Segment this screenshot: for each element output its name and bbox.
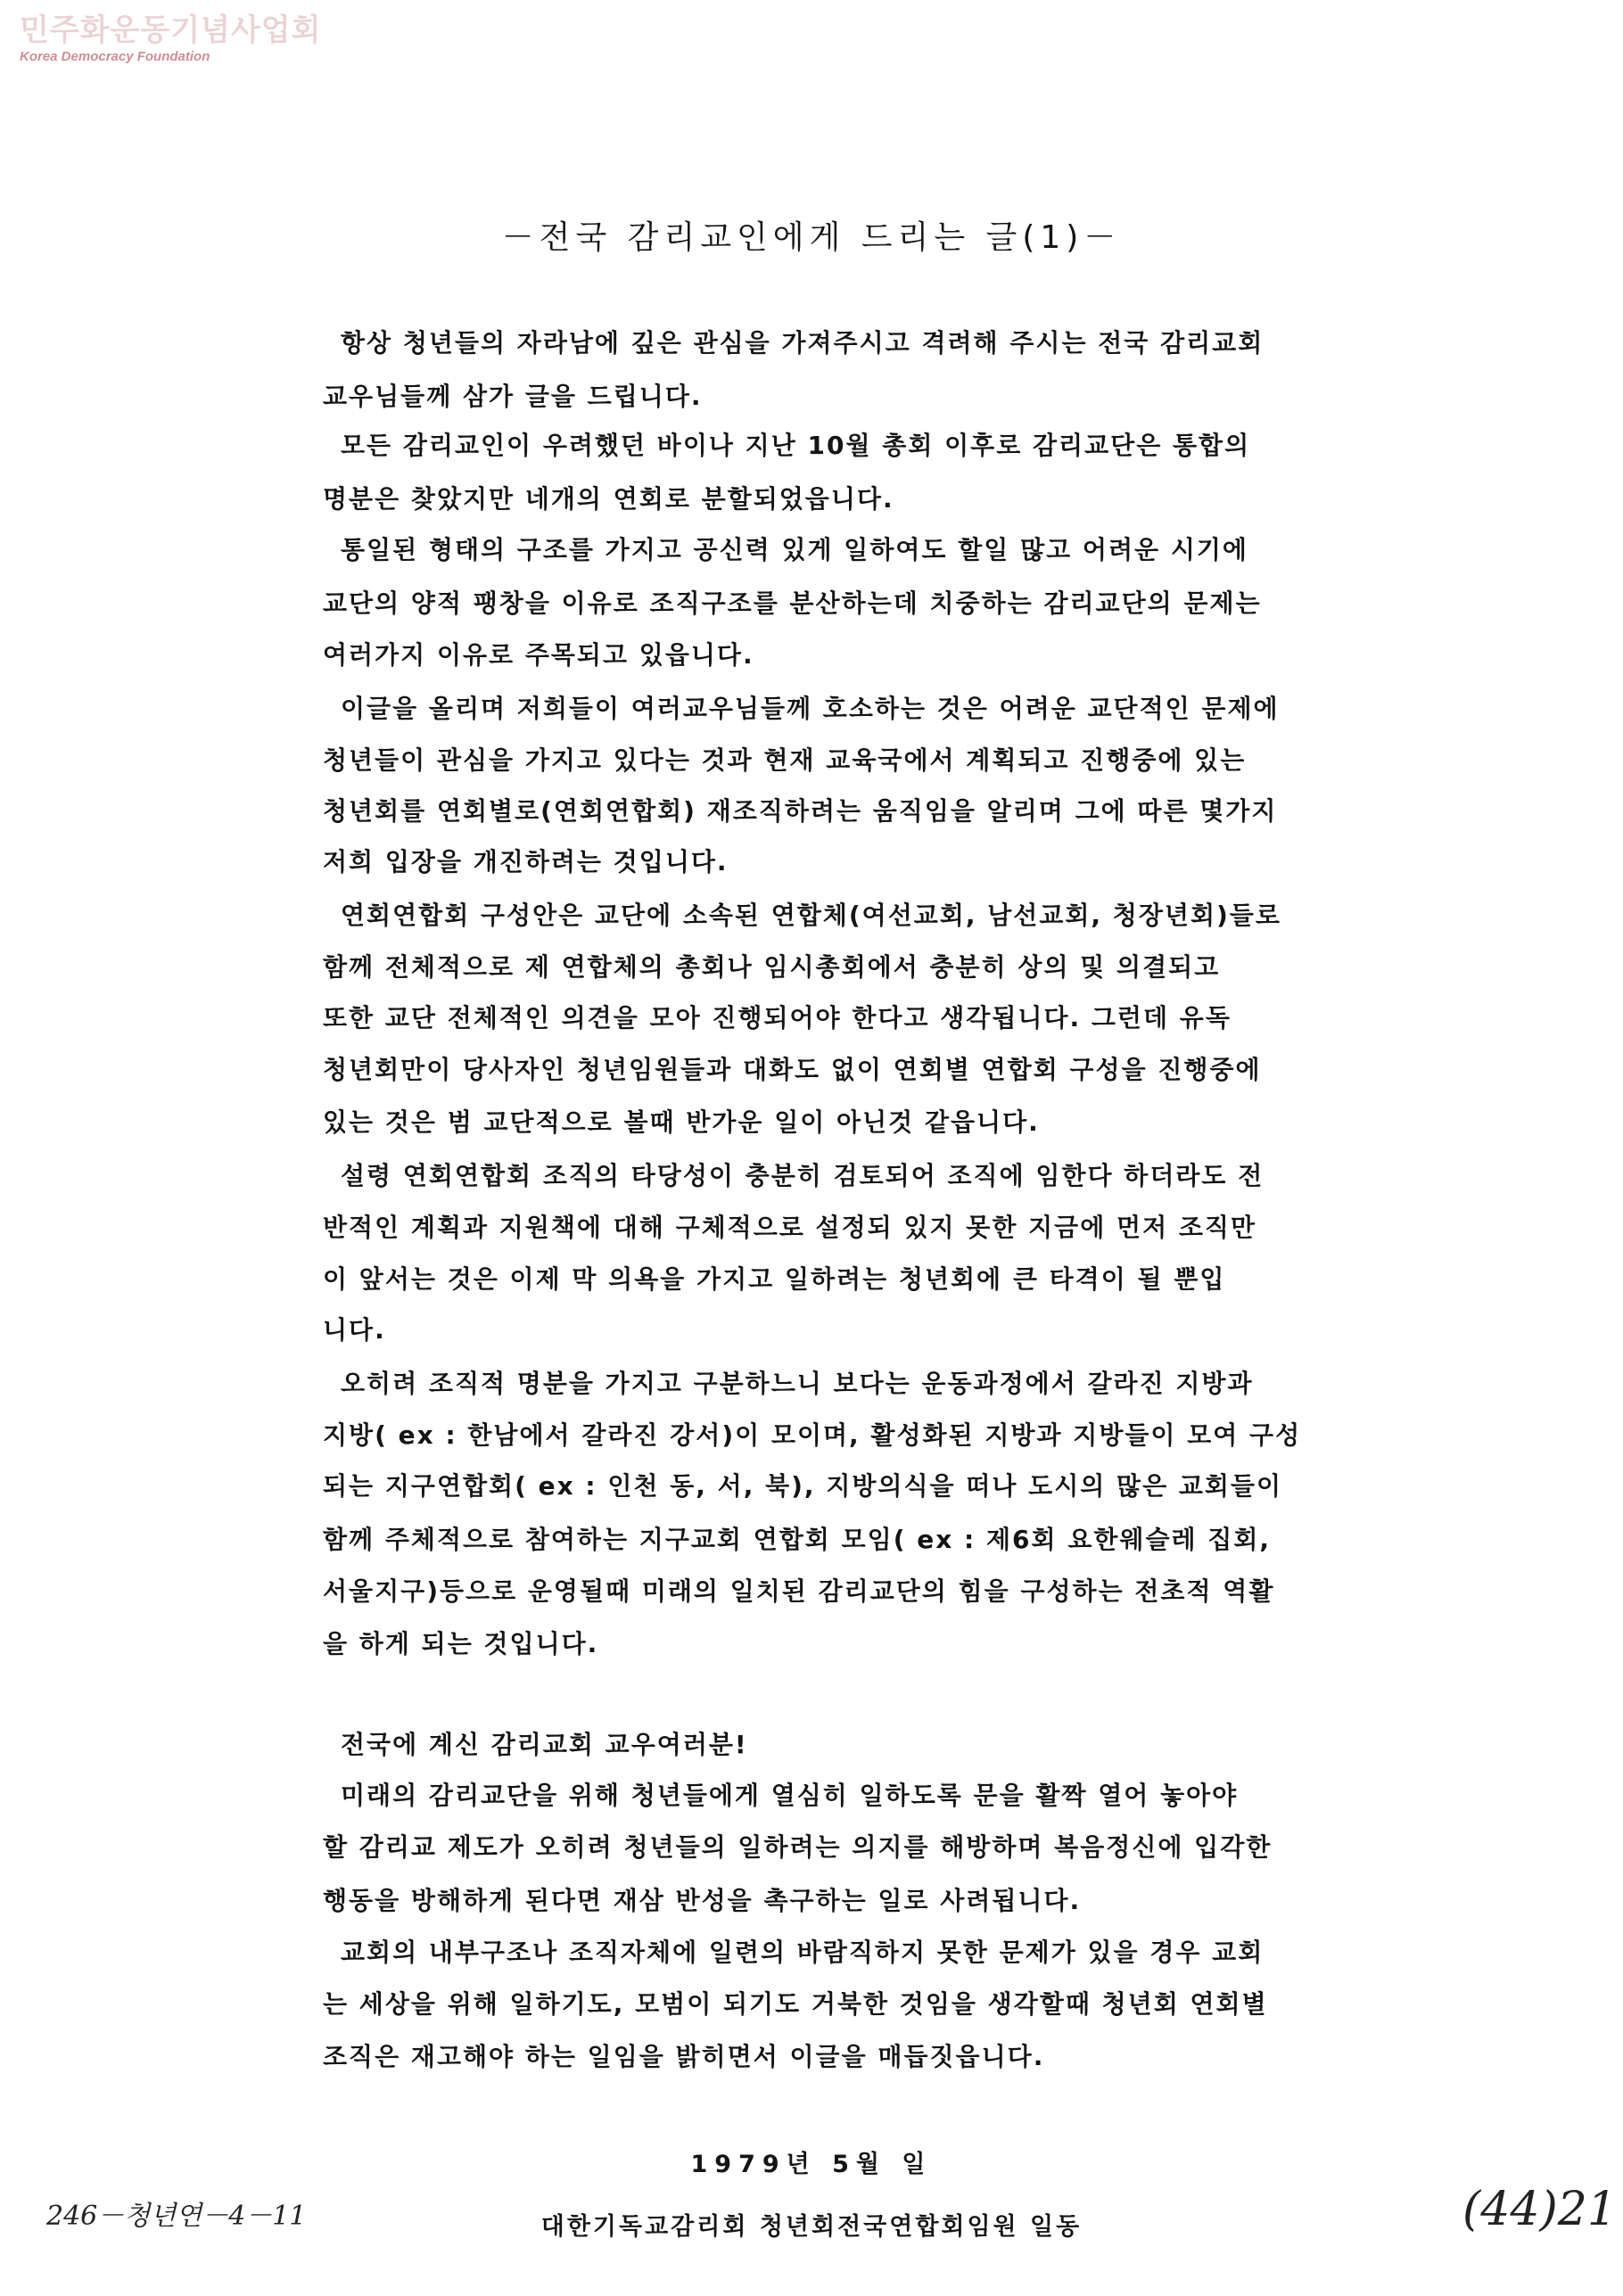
watermark-english: Korea Democracy Foundation — [20, 49, 210, 64]
body-line: 함께 전체적으로 제 연합체의 총회나 임시총회에서 충분히 상의 및 의결되고 — [323, 952, 1221, 982]
page-number: (44)21 — [1462, 2183, 1617, 2236]
body-line: 조직은 재고해야 하는 일임을 밝히면서 이글을 매듭짓읍니다. — [323, 2042, 1045, 2071]
body-line: 여러가지 이유로 주목되고 있읍니다. — [323, 640, 754, 670]
body-line: 할 감리교 제도가 오히려 청년들의 일하려는 의지를 해방하며 복음정신에 입각한 — [323, 1832, 1273, 1862]
body-line: 청년회를 연회별로(연회연합회) 재조직하려는 움직임을 알리며 그에 따른 몇가지 — [323, 796, 1278, 826]
body-line: 이 앞서는 것은 이제 막 의욕을 가지고 일하려는 청년회에 큰 타격이 될 뿐입 — [323, 1264, 1226, 1294]
body-line: 교우님들께 삼가 글을 드립니다. — [323, 382, 703, 411]
body-line: 되는 지구연합회( ex : 인천 동, 서, 북), 지방의식을 떠나 도시의 많은 교회들이 — [323, 1471, 1283, 1501]
body-line: 명분은 찾았지만 네개의 연회로 분할되었읍니다. — [323, 484, 894, 514]
document-signature: 대한기독교감리회 청년회전국연합회임원 일동 — [540, 2213, 1083, 2241]
body-line: 청년회만이 당사자인 청년임원들과 대화도 없이 연회별 연합회 구성을 진행중에 — [323, 1055, 1262, 1084]
body-line: 지방( ex : 한남에서 갈라진 강서)이 모이며, 활성화된 지방과 지방들이 모여 구성 — [323, 1420, 1302, 1450]
body-line: 교단의 양적 팽창을 이유로 조직구조를 분산하는데 치중하는 감리교단의 문제는 — [323, 588, 1262, 618]
archive-note: 246－청년연－4－11 — [46, 2201, 307, 2232]
body-line: 을 하게 되는 것입니다. — [323, 1629, 599, 1658]
body-line: 이글을 올리며 저희들이 여러교우님들께 호소하는 것은 어려운 교단적인 문제에 — [341, 694, 1280, 723]
body-line: 설령 연회연합회 조직의 타당성이 충분히 검토되어 조직에 임한다 하더라도 전 — [341, 1161, 1265, 1190]
body-line: 행동을 방해하게 된다면 재삼 반성을 촉구하는 일로 사려됩니다. — [323, 1886, 1082, 1915]
body-line: 청년들이 관심을 가지고 있다는 것과 현재 교육국에서 계획되고 진행중에 있는 — [323, 745, 1247, 775]
body-line: 는 세상을 위해 일하기도, 모범이 되기도 거북한 것임을 생각할때 청년회 연회별 — [323, 1989, 1268, 2019]
body-line: 모든 감리교인이 우려했던 바이나 지난 10월 총회 이후로 감리교단은 통합의 — [341, 431, 1251, 460]
body-line: 통일된 형태의 구조를 가지고 공신력 있게 일하여도 할일 많고 어려운 시기에 — [341, 535, 1248, 564]
document-title: －전국 감리교인에게 드리는 글(1)－ — [501, 219, 1122, 256]
body-line: 서울지구)등으로 운영될때 미래의 일치된 감리교단의 힘을 구성하는 전초적 역활 — [323, 1576, 1275, 1606]
body-line: 함께 주체적으로 참여하는 지구교회 연합회 모임( ex : 제6회 요한웨슬레 집회, — [323, 1525, 1272, 1554]
body-line: 니다. — [323, 1315, 386, 1345]
body-line: 전국에 계신 감리교회 교우여러분! — [341, 1730, 748, 1759]
watermark-korean: 민주화운동기념사업회 — [20, 12, 322, 48]
body-line: 오히려 조직적 명분을 가지고 구분하느니 보다는 운동과정에서 갈라진 지방과 — [341, 1369, 1254, 1398]
body-line: 미래의 감리교단을 위해 청년들에게 열심히 일하도록 문을 활짝 열어 놓아야 — [341, 1781, 1239, 1810]
body-line: 연회연합회 구성안은 교단에 소속된 연합체(여선교회, 남선교회, 청장년회)들로 — [341, 901, 1281, 930]
body-line: 또한 교단 전체적인 의견을 모아 진행되어야 한다고 생각됩니다. 그런데 유독 — [323, 1003, 1232, 1033]
body-line: 있는 것은 범 교단적으로 볼때 반가운 일이 아닌것 같읍니다. — [323, 1107, 1040, 1137]
body-line: 교회의 내부구조나 조직자체에 일련의 바람직하지 못한 문제가 있을 경우 교회 — [341, 1938, 1265, 1967]
body-line: 항상 청년들의 자라남에 깊은 관심을 가져주시고 격려해 주시는 전국 감리교회 — [341, 328, 1265, 358]
body-line: 반적인 계획과 지원책에 대해 구체적으로 설정되 있지 못한 지금에 먼저 조직만 — [323, 1213, 1257, 1242]
body-line: 저희 입장을 개진하려는 것입니다. — [323, 847, 729, 876]
document-date: 1979년 5월 일 — [690, 2151, 933, 2178]
